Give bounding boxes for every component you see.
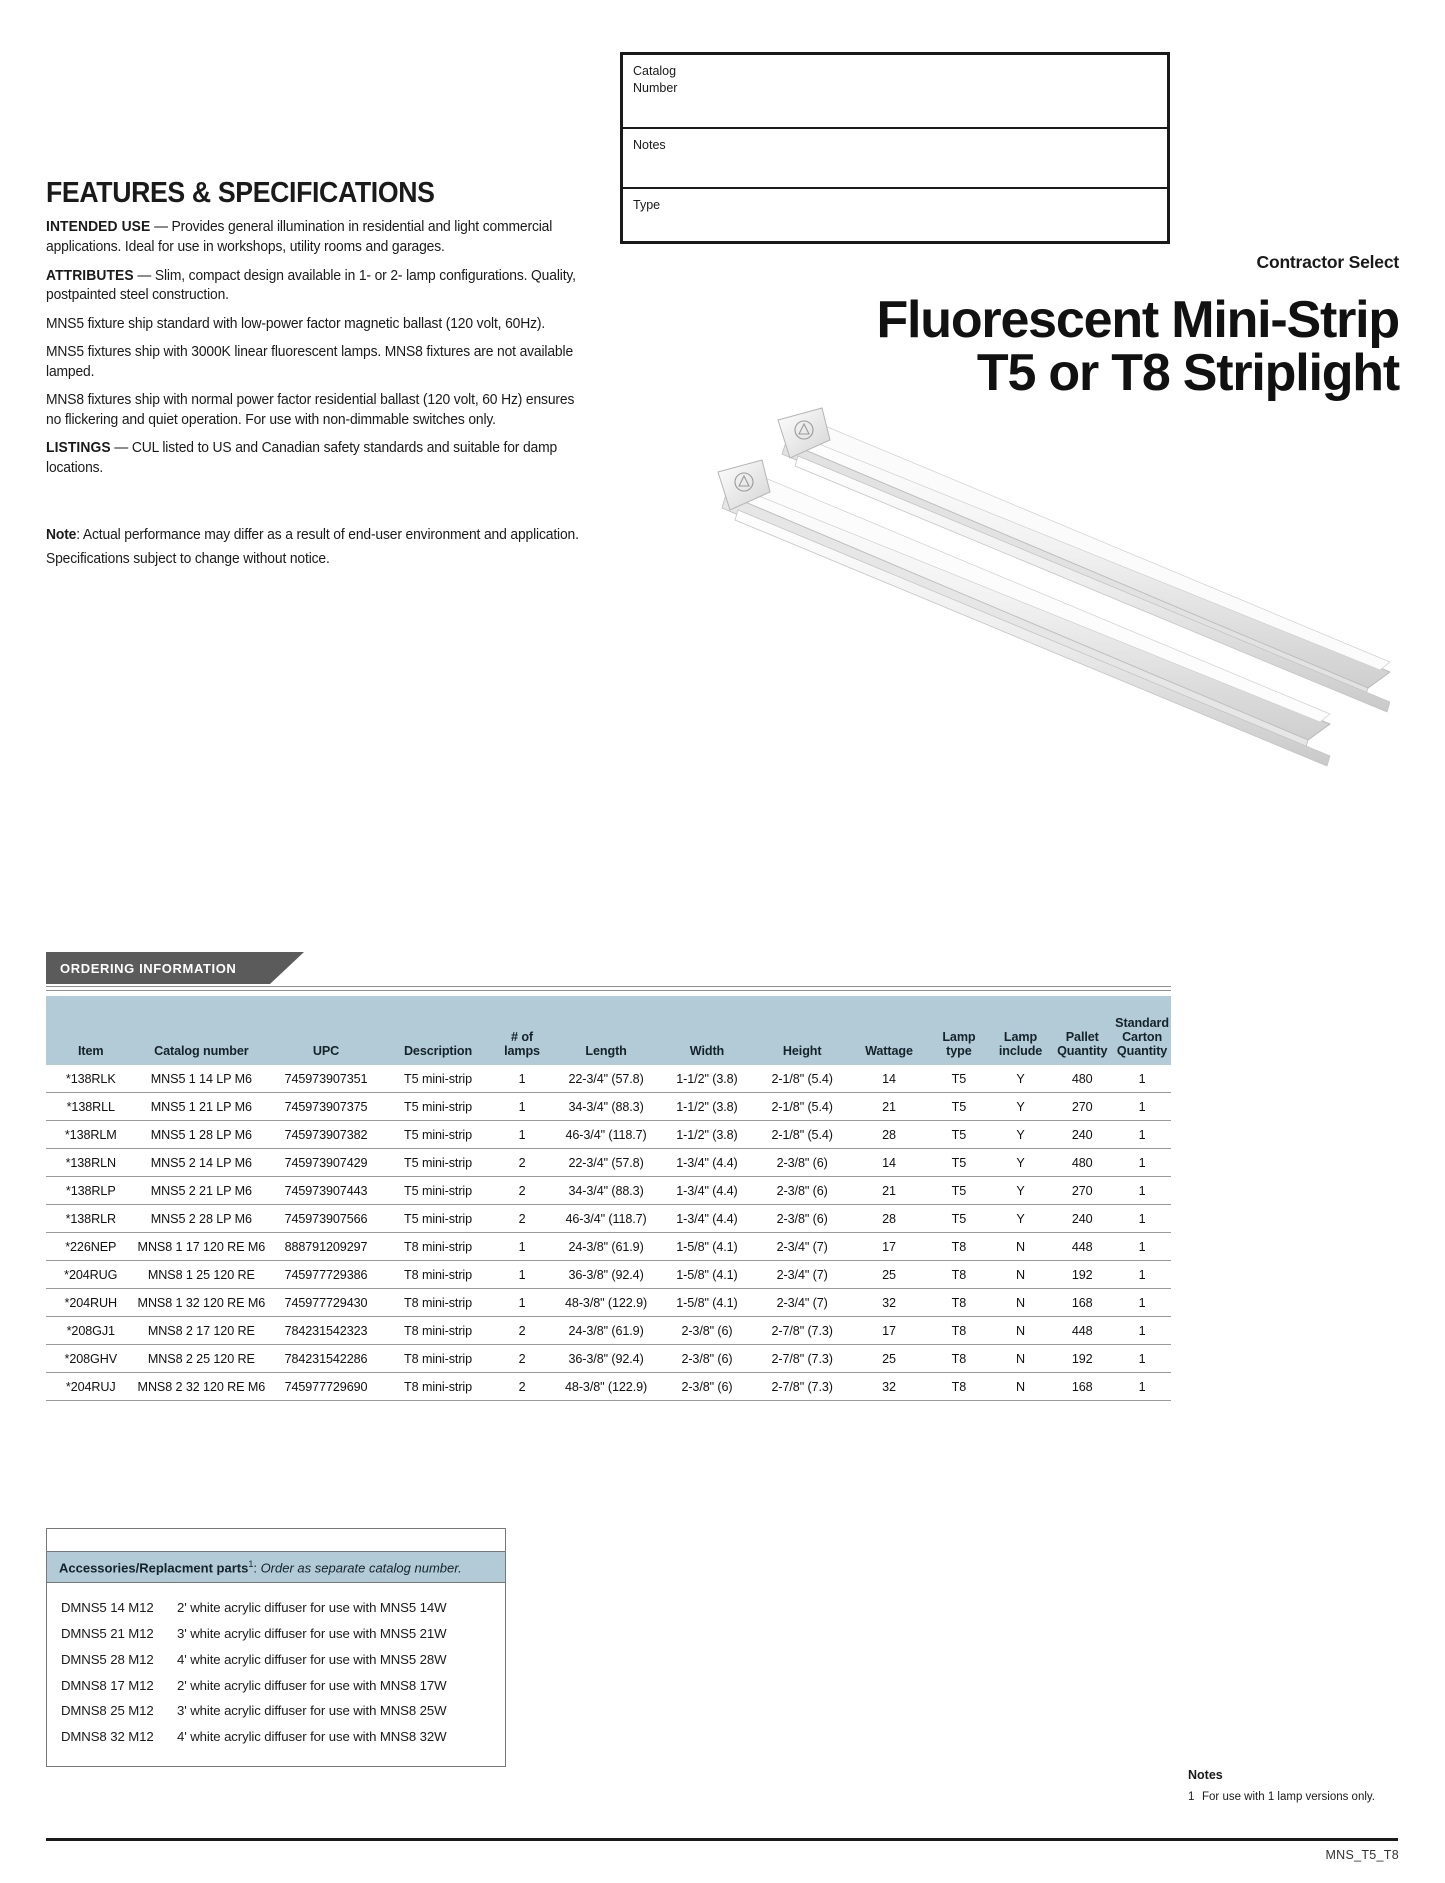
table-cell: 2 (491, 1149, 553, 1177)
table-cell: *226NEP (46, 1233, 136, 1261)
table-cell: T8 mini-strip (385, 1373, 491, 1401)
table-cell: 1 (1113, 1149, 1171, 1177)
table-cell: 745973907382 (267, 1121, 385, 1149)
table-row (46, 1205, 1171, 1233)
table-cell: N (990, 1289, 1052, 1317)
table-cell: T8 (928, 1317, 990, 1345)
column-header: Item (46, 996, 136, 1065)
table-cell: 270 (1051, 1177, 1113, 1205)
table-header (46, 996, 1171, 1065)
table-cell: 2 (491, 1317, 553, 1345)
table-cell: MNS8 1 32 120 RE M6 (136, 1289, 268, 1317)
table-cell: 14 (850, 1149, 928, 1177)
table-cell: MNS5 2 21 LP M6 (136, 1177, 268, 1205)
accessory-row (47, 1621, 505, 1647)
accessory-row (47, 1698, 505, 1724)
accessory-row (47, 1647, 505, 1673)
accessory-row (47, 1724, 505, 1750)
footer-document-code: MNS_T5_T8 (1325, 1848, 1399, 1862)
accessory-description: 4' white acrylic diffuser for use with MNS5 28W (177, 1651, 447, 1667)
product-illustration (690, 400, 1390, 770)
accessories-heading-italic: Order as separate catalog number. (256, 1560, 462, 1576)
table-cell: 24-3/8" (61.9) (553, 1233, 660, 1261)
table-cell: 745973907566 (267, 1205, 385, 1233)
table-cell: N (990, 1233, 1052, 1261)
table-cell: 2-7/8" (7.3) (755, 1345, 850, 1373)
table-cell: 480 (1051, 1065, 1113, 1093)
column-header: Length (553, 996, 660, 1065)
table-cell: T8 mini-strip (385, 1345, 491, 1373)
table-cell: 1-5/8" (4.1) (659, 1261, 754, 1289)
bottom-note-number: 1 (1188, 1791, 1195, 1803)
column-header: # of lamps (491, 996, 553, 1065)
column-header: Lamp include (990, 996, 1052, 1065)
accessory-code: DMNS8 32 M12 (61, 1729, 154, 1744)
accessories-heading (47, 1552, 505, 1583)
table-cell: 46-3/4" (118.7) (553, 1205, 660, 1233)
table-cell: 745973907429 (267, 1149, 385, 1177)
table-cell: 240 (1051, 1205, 1113, 1233)
table-cell: T8 (928, 1233, 990, 1261)
intended-use-text: — Provides general illumination in residential and light commercial applications. Ideal for use in workshops, utility rooms and garages. (46, 219, 553, 255)
table-cell: 48-3/8" (122.9) (553, 1289, 660, 1317)
page-title-line2: T5 or T8 Striplight (976, 344, 1399, 403)
contractor-select-label: Contractor Select (1256, 252, 1399, 272)
features-specifications-section (46, 178, 616, 571)
table-cell: 24-3/8" (61.9) (553, 1317, 660, 1345)
table-cell: 1 (491, 1233, 553, 1261)
table-cell: T8 (928, 1261, 990, 1289)
table-cell: 745977729430 (267, 1289, 385, 1317)
table-cell: 2-3/8" (6) (659, 1317, 754, 1345)
table-cell: 1-3/4" (4.4) (659, 1177, 754, 1205)
table-body (46, 1065, 1171, 1401)
table-cell: 745977729690 (267, 1373, 385, 1401)
attributes-text: — Slim, compact design available in 1- or 2- lamp configurations. Quality, postpainted steel construction. (46, 267, 576, 304)
column-header: Catalog number (136, 996, 268, 1065)
table-row (46, 1373, 1171, 1401)
table-cell: *204RUH (46, 1289, 136, 1317)
table-cell: 168 (1051, 1289, 1113, 1317)
table-header-row (46, 996, 1171, 1065)
catalog-number-label-line1: Catalog (633, 64, 677, 78)
table-cell: T8 mini-strip (385, 1289, 491, 1317)
banner-tail-shape (270, 952, 304, 984)
table-cell: 2-1/8" (5.4) (755, 1065, 850, 1093)
table-cell: 36-3/8" (92.4) (553, 1345, 660, 1373)
table-cell: T5 (928, 1205, 990, 1233)
table-cell: *138RLR (46, 1205, 136, 1233)
attributes-paragraph (46, 267, 588, 306)
table-cell: 36-3/8" (92.4) (553, 1261, 660, 1289)
table-cell: *138RLM (46, 1121, 136, 1149)
table-cell: 28 (850, 1121, 928, 1149)
table-cell: T5 mini-strip (385, 1121, 491, 1149)
accessory-row (47, 1673, 505, 1699)
footer-rule (46, 1838, 1398, 1841)
disclaimer-line2: Specifications subject to change without notice. (46, 550, 330, 567)
table-cell: 1 (491, 1261, 553, 1289)
bottom-notes (1188, 1768, 1398, 1805)
column-header: Pallet Quantity (1051, 996, 1113, 1065)
table-cell: T8 mini-strip (385, 1233, 491, 1261)
table-cell: 25 (850, 1345, 928, 1373)
intended-use-label: INTENDED USE (46, 219, 151, 236)
table-row (46, 1177, 1171, 1205)
table-cell: MNS5 2 14 LP M6 (136, 1149, 268, 1177)
table-cell: *204RUJ (46, 1373, 136, 1401)
table-cell: 14 (850, 1065, 928, 1093)
table-cell: 745973907443 (267, 1177, 385, 1205)
table-cell: MNS8 1 25 120 RE (136, 1261, 268, 1289)
table-cell: 2-3/8" (6) (755, 1149, 850, 1177)
table-cell: *138RLP (46, 1177, 136, 1205)
table-cell: 1 (1113, 1289, 1171, 1317)
table-cell: 17 (850, 1317, 928, 1345)
listings-label: LISTINGS (46, 440, 111, 457)
table-cell: 2-1/8" (5.4) (755, 1093, 850, 1121)
bottom-notes-title: Notes (1188, 1768, 1223, 1782)
table-cell: 2 (491, 1373, 553, 1401)
table-cell: 448 (1051, 1317, 1113, 1345)
table-row (46, 1289, 1171, 1317)
table-cell: T5 mini-strip (385, 1177, 491, 1205)
table-cell: 2 (491, 1345, 553, 1373)
table-cell: 17 (850, 1233, 928, 1261)
table-cell: 1 (491, 1289, 553, 1317)
table-row (46, 1065, 1171, 1093)
table-cell: *138RLN (46, 1149, 136, 1177)
type-label: Type (633, 198, 661, 212)
table-cell: T5 (928, 1093, 990, 1121)
table-cell: 2-1/8" (5.4) (755, 1121, 850, 1149)
intended-use-paragraph (46, 218, 588, 257)
catalog-header-box (620, 52, 1170, 244)
table-cell: T8 (928, 1345, 990, 1373)
ballast-paragraph: MNS5 fixture ship standard with low-power factor magnetic ballast (120 volt, 60Hz). (46, 315, 546, 332)
accessories-box (46, 1528, 506, 1767)
table-cell: *208GHV (46, 1345, 136, 1373)
table-cell: 1-5/8" (4.1) (659, 1233, 754, 1261)
table-cell: 1 (1113, 1177, 1171, 1205)
table-cell: T5 (928, 1149, 990, 1177)
table-cell: 48-3/8" (122.9) (553, 1373, 660, 1401)
mns8-ballast-paragraph: MNS8 fixtures ship with normal power factor residential ballast (120 volt, 60 Hz) ensures no flickering and quiet operation. For use with non-dimmable switches only. (46, 392, 575, 428)
table-cell: N (990, 1317, 1052, 1345)
table-cell: MNS5 1 14 LP M6 (136, 1065, 268, 1093)
table-cell: 1 (1113, 1093, 1171, 1121)
table-cell: 22-3/4" (57.8) (553, 1149, 660, 1177)
table-cell: 745973907375 (267, 1093, 385, 1121)
table-cell: 784231542323 (267, 1317, 385, 1345)
table-cell: 1 (1113, 1065, 1171, 1093)
table-cell: T8 (928, 1289, 990, 1317)
table-cell: 1-5/8" (4.1) (659, 1289, 754, 1317)
accessories-list (47, 1583, 505, 1765)
table-row (46, 1121, 1171, 1149)
note-text: : Actual performance may differ as a result of end-user environment and application. (76, 527, 579, 544)
table-cell: N (990, 1345, 1052, 1373)
accessory-description: 2' white acrylic diffuser for use with MNS5 14W (177, 1600, 447, 1616)
table-cell: 240 (1051, 1121, 1113, 1149)
table-cell: Y (990, 1205, 1052, 1233)
table-cell: T8 mini-strip (385, 1317, 491, 1345)
accessory-code: DMNS5 28 M12 (61, 1651, 154, 1667)
table-cell: *208GJ1 (46, 1317, 136, 1345)
table-cell: MNS8 1 17 120 RE M6 (136, 1233, 268, 1261)
catalog-number-field[interactable] (623, 55, 1167, 129)
table-cell: 1 (1113, 1121, 1171, 1149)
accessory-code: DMNS8 17 M12 (61, 1677, 154, 1693)
column-header: Wattage (850, 996, 928, 1065)
table-cell: 2 (491, 1205, 553, 1233)
column-header: Description (385, 996, 491, 1065)
table-cell: 32 (850, 1373, 928, 1401)
accessory-row (47, 1595, 505, 1621)
table-cell: 21 (850, 1177, 928, 1205)
table-cell: Y (990, 1065, 1052, 1093)
listings-text: — CUL listed to US and Canadian safety standards and suitable for damp locations. (46, 440, 558, 476)
table-cell: 28 (850, 1205, 928, 1233)
accessory-code: DMNS5 14 M12 (61, 1600, 154, 1616)
table-cell: T8 mini-strip (385, 1261, 491, 1289)
table-cell: 448 (1051, 1233, 1113, 1261)
table-cell: 2-3/4" (7) (755, 1233, 850, 1261)
table-cell: T5 mini-strip (385, 1149, 491, 1177)
table-cell: 34-3/4" (88.3) (553, 1093, 660, 1121)
table-cell: T8 (928, 1373, 990, 1401)
note-label: Note (46, 527, 77, 544)
ordering-information-banner: ORDERING INFORMATION (46, 952, 270, 984)
table-cell: Y (990, 1177, 1052, 1205)
table-cell: 32 (850, 1289, 928, 1317)
table-cell: 25 (850, 1261, 928, 1289)
table-cell: Y (990, 1121, 1052, 1149)
striplight-fixture-graphic (690, 400, 1390, 770)
table-cell: 1 (491, 1093, 553, 1121)
table-cell: Y (990, 1093, 1052, 1121)
table-cell: 1-1/2" (3.8) (659, 1065, 754, 1093)
table-cell: 1-3/4" (4.4) (659, 1149, 754, 1177)
table-cell: *204RUG (46, 1261, 136, 1289)
table-row (46, 1149, 1171, 1177)
table-cell: 1-1/2" (3.8) (659, 1093, 754, 1121)
accessory-code: DMNS5 21 M12 (61, 1626, 154, 1642)
table-cell: 784231542286 (267, 1345, 385, 1373)
table-cell: 21 (850, 1093, 928, 1121)
table-cell: 192 (1051, 1261, 1113, 1289)
page-title (659, 291, 1399, 403)
table-cell: 1 (1113, 1205, 1171, 1233)
table-cell: T5 mini-strip (385, 1205, 491, 1233)
column-header: Height (755, 996, 850, 1065)
table-cell: 1 (1113, 1233, 1171, 1261)
table-cell: 1 (1113, 1373, 1171, 1401)
table-cell: 1 (491, 1065, 553, 1093)
table-cell: 1 (1113, 1261, 1171, 1289)
table-cell: 22-3/4" (57.8) (553, 1065, 660, 1093)
lamps-paragraph: MNS5 fixtures ship with 3000K linear fluorescent lamps. MNS8 fixtures are not available lamped. (46, 344, 574, 380)
table-cell: MNS8 2 32 120 RE M6 (136, 1373, 268, 1401)
table-cell: 2-3/8" (6) (755, 1177, 850, 1205)
table-cell: 2-7/8" (7.3) (755, 1373, 850, 1401)
column-header: Width (659, 996, 754, 1065)
column-header: Standard Carton Quantity (1113, 996, 1171, 1065)
catalog-number-label-line2: Number (633, 80, 678, 95)
features-heading: FEATURES & SPECIFICATIONS (46, 177, 435, 209)
disclaimer-note (46, 524, 616, 571)
table-cell: 2-3/8" (6) (755, 1205, 850, 1233)
listings-paragraph (46, 439, 588, 478)
table-cell: 1-3/4" (4.4) (659, 1205, 754, 1233)
accessories-box-spacer (47, 1529, 505, 1552)
accessory-description: 2' white acrylic diffuser for use with MNS8 17W (177, 1677, 447, 1693)
accessory-description: 3' white acrylic diffuser for use with MNS5 21W (177, 1626, 447, 1642)
table-cell: 2-7/8" (7.3) (755, 1317, 850, 1345)
notes-label: Notes (633, 138, 666, 152)
table-cell: 1 (491, 1121, 553, 1149)
table-cell: 168 (1051, 1373, 1113, 1401)
notes-field[interactable] (623, 129, 1167, 189)
table-cell: N (990, 1261, 1052, 1289)
accessories-heading-bold: Accessories/Replacment parts (59, 1560, 249, 1576)
table-cell: 2-3/4" (7) (755, 1261, 850, 1289)
table-cell: Y (990, 1149, 1052, 1177)
table-cell: MNS8 2 17 120 RE (136, 1317, 268, 1345)
disclaimer-line1 (46, 524, 588, 547)
table-row (46, 1261, 1171, 1289)
table-cell: T5 (928, 1121, 990, 1149)
banner-divider-rule (46, 986, 1171, 991)
table-cell: T5 (928, 1177, 990, 1205)
type-field[interactable] (623, 189, 1167, 247)
table-cell: MNS5 2 28 LP M6 (136, 1205, 268, 1233)
table-cell: *138RLL (46, 1093, 136, 1121)
table-cell: 2-3/8" (6) (659, 1373, 754, 1401)
table-cell: 192 (1051, 1345, 1113, 1373)
accessories-heading-colon: : (253, 1560, 257, 1576)
accessory-description: 3' white acrylic diffuser for use with MNS8 25W (177, 1703, 447, 1719)
table-cell: 2-3/8" (6) (659, 1345, 754, 1373)
table-cell: MNS5 1 28 LP M6 (136, 1121, 268, 1149)
table-cell: 2 (491, 1177, 553, 1205)
table-cell: 2-3/4" (7) (755, 1289, 850, 1317)
ordering-information-table (46, 996, 1171, 1401)
accessory-code: DMNS8 25 M12 (61, 1703, 154, 1719)
table-cell: 1 (1113, 1345, 1171, 1373)
column-header: Lamp type (928, 996, 990, 1065)
table-row (46, 1345, 1171, 1373)
table-cell: T5 mini-strip (385, 1065, 491, 1093)
table-row (46, 1093, 1171, 1121)
table-cell: 34-3/4" (88.3) (553, 1177, 660, 1205)
table-cell: *138RLK (46, 1065, 136, 1093)
bottom-note-text: For use with 1 lamp versions only. (1202, 1791, 1375, 1803)
attributes-label: ATTRIBUTES (46, 267, 134, 284)
table-cell: MNS8 2 25 120 RE (136, 1345, 268, 1373)
column-header: UPC (267, 996, 385, 1065)
table-cell: MNS5 1 21 LP M6 (136, 1093, 268, 1121)
table-cell: 1-1/2" (3.8) (659, 1121, 754, 1149)
bottom-note-item (1188, 1789, 1398, 1805)
accessory-description: 4' white acrylic diffuser for use with MNS8 32W (177, 1729, 447, 1744)
table-cell: 745973907351 (267, 1065, 385, 1093)
page-title-line1: Fluorescent Mini-Strip (876, 291, 1399, 349)
table-row (46, 1233, 1171, 1261)
table-cell: 270 (1051, 1093, 1113, 1121)
table-cell: 745977729386 (267, 1261, 385, 1289)
accessories-heading-footnote-marker: 1 (248, 1559, 254, 1569)
table-cell: 888791209297 (267, 1233, 385, 1261)
table-cell: N (990, 1373, 1052, 1401)
table-cell: T5 mini-strip (385, 1093, 491, 1121)
table-row (46, 1317, 1171, 1345)
table-cell: 1 (1113, 1317, 1171, 1345)
table-cell: T5 (928, 1065, 990, 1093)
table-cell: 46-3/4" (118.7) (553, 1121, 660, 1149)
table-cell: 480 (1051, 1149, 1113, 1177)
